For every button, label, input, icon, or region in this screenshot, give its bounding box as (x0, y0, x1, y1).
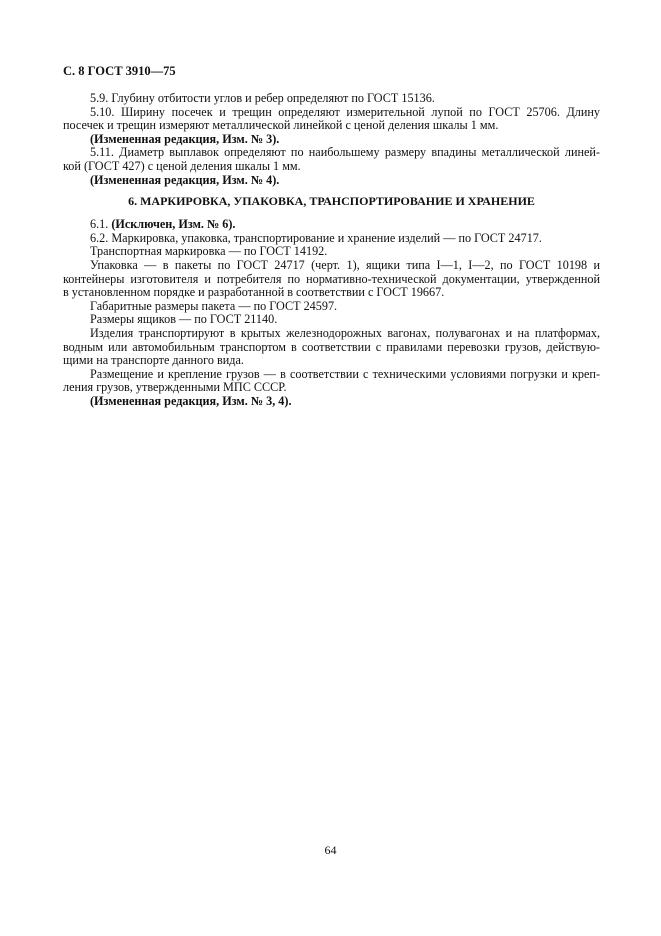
text-line: 5.9. Глубину отбитости углов и ребер определяют по ГОСТ 15136. (90, 91, 435, 105)
text-line: контейнеры изготовителя и потребителя по нормативно-технической документации, утвержденной (63, 271, 600, 286)
revision-note: (Измененная редакция, Изм. № 4). (90, 172, 280, 187)
text-line: 5.10. Ширину посечек и трещин определяют измерительной лупой по ГОСТ 25706. Длину (90, 104, 600, 119)
item-6-1-note: (Исключен, Изм. № 6). (111, 217, 236, 232)
section-title: 6. МАРКИРОВКА, УПАКОВКА, ТРАНСПОРТИРОВАНИЕ И ХРАНЕНИЕ (128, 194, 535, 209)
text-line: Размеры ящиков — по ГОСТ 21140. (90, 312, 278, 327)
text-line: кой (ГОСТ 427) с ценой деления шкалы 1 мм. (63, 158, 301, 173)
section-6-text (63, 232, 600, 409)
revision-note: (Измененная редакция, Изм. № 3). (90, 131, 280, 146)
text-line: Изделия транспортируют в крытых железнодорожных вагонах, полувагонах и на платформах, (90, 325, 600, 340)
page-header: С. 8 ГОСТ 3910—75 (63, 64, 176, 78)
document-page (63, 64, 600, 408)
revision-note: (Измененная редакция, Изм. № 3, 4). (90, 393, 292, 408)
text-line: в установленном порядке и разработанной в соответствии с ГОСТ 19667. (63, 285, 445, 300)
text-line: 5.11. Диаметр выплавок определяют по наибольшему размеру впадины металлической линей- (90, 145, 600, 160)
section-5-text (63, 92, 600, 187)
text-line: Размещение и крепление грузов — в соответствии с техническими условиями погрузки и креп- (90, 366, 600, 381)
text-line: водным или автомобильным транспортом в соответствии с правилами перевозки грузов, действую- (63, 339, 600, 354)
text-line: Транспортная маркировка — по ГОСТ 14192. (90, 244, 328, 259)
page-number: 64 (324, 843, 337, 857)
text-line: 6.2. Маркировка, упаковка, транспортирование и хранение изделий — по ГОСТ 24717. (90, 230, 542, 245)
item-6-1-number: 6.1. (90, 217, 109, 232)
item-6-1 (63, 218, 600, 232)
text-line: Упаковка — в пакеты по ГОСТ 24717 (черт. 1), ящики типа I—1, I—2, по ГОСТ 10198 и (90, 257, 600, 272)
text-line: ления грузов, утвержденными МПС СССР. (63, 380, 287, 395)
text-line: щими на транспорте данного вида. (63, 353, 244, 368)
text-line: Габаритные размеры пакета — по ГОСТ 24597. (90, 298, 338, 313)
text-line: посечек и трещин измеряют металлической линейкой с ценой деления шкалы 1 мм. (63, 118, 499, 133)
